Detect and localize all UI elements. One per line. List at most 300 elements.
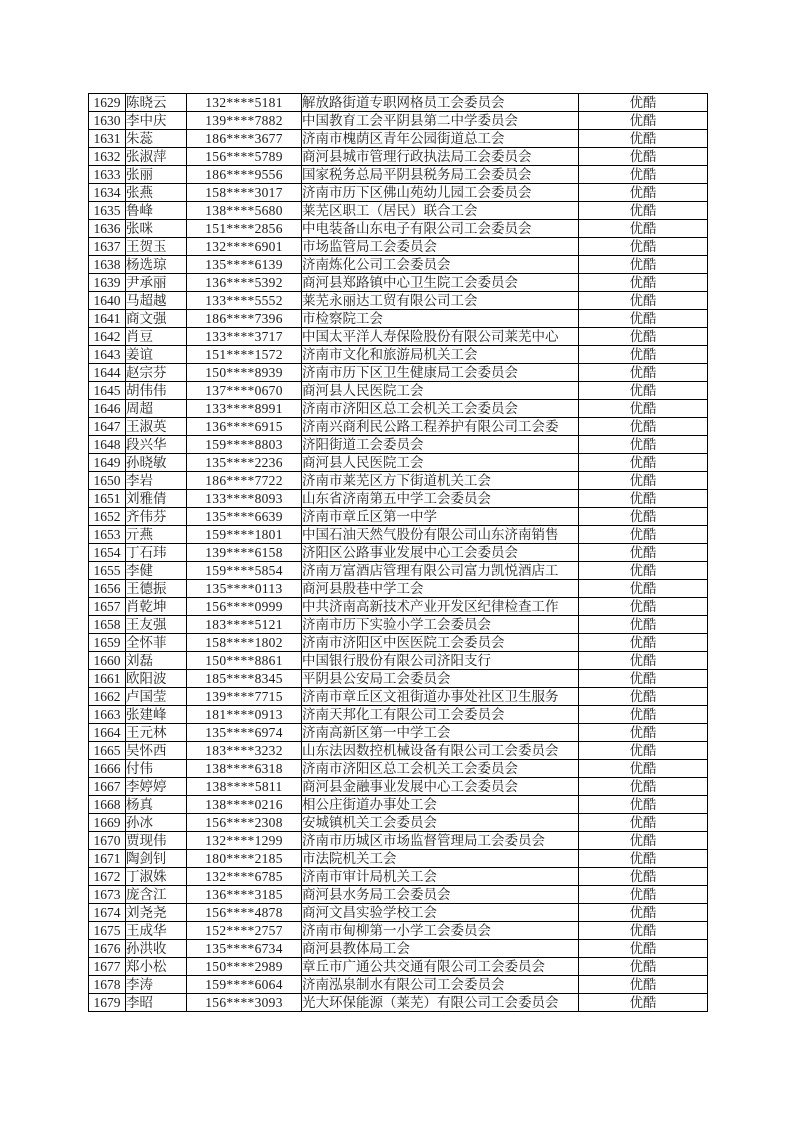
phone-cell: 152****2757	[187, 922, 302, 940]
table-row	[89, 202, 708, 220]
name-cell: 尹承丽	[126, 274, 187, 292]
phone-cell: 180****2185	[187, 850, 302, 868]
row-number-cell: 1677	[89, 958, 126, 976]
row-number-cell: 1645	[89, 382, 126, 400]
organization-cell: 商河县人民医院工会	[302, 382, 579, 400]
organization-cell: 济南市济阳区总工会机关工会委员会	[302, 760, 579, 778]
name-cell: 贾现伟	[126, 832, 187, 850]
row-number-cell: 1653	[89, 526, 126, 544]
phone-cell: 159****5854	[187, 562, 302, 580]
prize-cell: 优酷	[579, 490, 708, 508]
prize-cell: 优酷	[579, 634, 708, 652]
row-number-cell: 1663	[89, 706, 126, 724]
phone-cell: 185****8345	[187, 670, 302, 688]
row-number-cell: 1629	[89, 94, 126, 112]
table-row	[89, 382, 708, 400]
name-cell: 马超越	[126, 292, 187, 310]
name-cell: 吴怀西	[126, 742, 187, 760]
organization-cell: 山东省济南第五中学工会委员会	[302, 490, 579, 508]
organization-cell: 济南市章丘区文祖街道办事处社区卫生服务	[302, 688, 579, 706]
row-number-cell: 1630	[89, 112, 126, 130]
table-row	[89, 940, 708, 958]
phone-cell: 135****6139	[187, 256, 302, 274]
organization-cell: 商河县金融事业发展中心工会委员会	[302, 778, 579, 796]
organization-cell: 中电装备山东电子有限公司工会委员会	[302, 220, 579, 238]
table-row	[89, 400, 708, 418]
phone-cell: 135****6734	[187, 940, 302, 958]
organization-cell: 市检察院工会	[302, 310, 579, 328]
table-row	[89, 436, 708, 454]
row-number-cell: 1662	[89, 688, 126, 706]
prize-cell: 优酷	[579, 544, 708, 562]
table-row	[89, 508, 708, 526]
table-row	[89, 706, 708, 724]
name-cell: 卢国莹	[126, 688, 187, 706]
prize-cell: 优酷	[579, 688, 708, 706]
row-number-cell: 1656	[89, 580, 126, 598]
row-number-cell: 1637	[89, 238, 126, 256]
organization-cell: 济南市历下实验小学工会委员会	[302, 616, 579, 634]
organization-cell: 中国银行股份有限公司济阳支行	[302, 652, 579, 670]
row-number-cell: 1665	[89, 742, 126, 760]
prize-cell: 优酷	[579, 220, 708, 238]
prize-cell: 优酷	[579, 238, 708, 256]
name-cell: 庞含江	[126, 886, 187, 904]
phone-cell: 156****5789	[187, 148, 302, 166]
phone-cell: 156****2308	[187, 814, 302, 832]
table-row	[89, 850, 708, 868]
organization-cell: 莱芜区职工（居民）联合工会	[302, 202, 579, 220]
organization-cell: 济南市莱芜区方下街道机关工会	[302, 472, 579, 490]
phone-cell: 136****6915	[187, 418, 302, 436]
organization-cell: 中国太平洋人寿保险股份有限公司莱芜中心	[302, 328, 579, 346]
row-number-cell: 1647	[89, 418, 126, 436]
organization-cell: 济南高新区第一中学工会	[302, 724, 579, 742]
organization-cell: 市场监管局工会委员会	[302, 238, 579, 256]
prize-cell: 优酷	[579, 958, 708, 976]
table-row	[89, 904, 708, 922]
phone-cell: 138****5811	[187, 778, 302, 796]
table-row	[89, 832, 708, 850]
organization-cell: 平阴县公安局工会委员会	[302, 670, 579, 688]
organization-cell: 济南市甸柳第一小学工会委员会	[302, 922, 579, 940]
prize-cell: 优酷	[579, 922, 708, 940]
row-number-cell: 1632	[89, 148, 126, 166]
row-number-cell: 1670	[89, 832, 126, 850]
name-cell: 孙晓敏	[126, 454, 187, 472]
prize-cell: 优酷	[579, 832, 708, 850]
prize-cell: 优酷	[579, 472, 708, 490]
phone-cell: 183****3232	[187, 742, 302, 760]
phone-cell: 151****2856	[187, 220, 302, 238]
row-number-cell: 1672	[89, 868, 126, 886]
name-cell: 亓燕	[126, 526, 187, 544]
name-cell: 朱蕊	[126, 130, 187, 148]
organization-cell: 商河县殷巷中学工会	[302, 580, 579, 598]
phone-cell: 186****7722	[187, 472, 302, 490]
table-row	[89, 760, 708, 778]
prize-cell: 优酷	[579, 994, 708, 1012]
phone-cell: 150****8939	[187, 364, 302, 382]
table-row	[89, 688, 708, 706]
prize-cell: 优酷	[579, 364, 708, 382]
phone-cell: 159****1801	[187, 526, 302, 544]
name-cell: 姜谊	[126, 346, 187, 364]
row-number-cell: 1660	[89, 652, 126, 670]
phone-cell: 156****4878	[187, 904, 302, 922]
table-row	[89, 292, 708, 310]
phone-cell: 151****1572	[187, 346, 302, 364]
row-number-cell: 1676	[89, 940, 126, 958]
row-number-cell: 1634	[89, 184, 126, 202]
name-cell: 周超	[126, 400, 187, 418]
row-number-cell: 1654	[89, 544, 126, 562]
organization-cell: 济南市历下区佛山苑幼儿园工会委员会	[302, 184, 579, 202]
name-cell: 王淑英	[126, 418, 187, 436]
row-number-cell: 1659	[89, 634, 126, 652]
name-cell: 李中庆	[126, 112, 187, 130]
row-number-cell: 1642	[89, 328, 126, 346]
prize-cell: 优酷	[579, 382, 708, 400]
name-cell: 李昭	[126, 994, 187, 1012]
organization-cell: 济南市审计局机关工会	[302, 868, 579, 886]
phone-cell: 139****6158	[187, 544, 302, 562]
phone-cell: 137****0670	[187, 382, 302, 400]
organization-cell: 商河县郑路镇中心卫生院工会委员会	[302, 274, 579, 292]
phone-cell: 156****3093	[187, 994, 302, 1012]
name-cell: 王德振	[126, 580, 187, 598]
row-number-cell: 1643	[89, 346, 126, 364]
row-number-cell: 1664	[89, 724, 126, 742]
table-row	[89, 274, 708, 292]
union-table-body	[89, 94, 708, 1012]
table-row	[89, 130, 708, 148]
phone-cell: 138****6318	[187, 760, 302, 778]
prize-cell: 优酷	[579, 886, 708, 904]
organization-cell: 光大环保能源（莱芜）有限公司工会委员会	[302, 994, 579, 1012]
organization-cell: 商河县城市管理行政执法局工会委员会	[302, 148, 579, 166]
prize-cell: 优酷	[579, 796, 708, 814]
table-row	[89, 922, 708, 940]
row-number-cell: 1650	[89, 472, 126, 490]
row-number-cell: 1668	[89, 796, 126, 814]
row-number-cell: 1675	[89, 922, 126, 940]
name-cell: 丁淑姝	[126, 868, 187, 886]
phone-cell: 132****6785	[187, 868, 302, 886]
name-cell: 张丽	[126, 166, 187, 184]
table-row	[89, 814, 708, 832]
organization-cell: 商河县教体局工会	[302, 940, 579, 958]
name-cell: 李涛	[126, 976, 187, 994]
prize-cell: 优酷	[579, 850, 708, 868]
prize-cell: 优酷	[579, 616, 708, 634]
table-row	[89, 112, 708, 130]
name-cell: 胡伟伟	[126, 382, 187, 400]
row-number-cell: 1658	[89, 616, 126, 634]
row-number-cell: 1641	[89, 310, 126, 328]
row-number-cell: 1678	[89, 976, 126, 994]
organization-cell: 济南市历城区市场监督管理局工会委员会	[302, 832, 579, 850]
row-number-cell: 1638	[89, 256, 126, 274]
organization-cell: 济阳区公路事业发展中心工会委员会	[302, 544, 579, 562]
phone-cell: 133****8991	[187, 400, 302, 418]
phone-cell: 133****5552	[187, 292, 302, 310]
name-cell: 肖乾坤	[126, 598, 187, 616]
name-cell: 张咪	[126, 220, 187, 238]
phone-cell: 159****8803	[187, 436, 302, 454]
prize-cell: 优酷	[579, 580, 708, 598]
row-number-cell: 1671	[89, 850, 126, 868]
prize-cell: 优酷	[579, 346, 708, 364]
name-cell: 张淑萍	[126, 148, 187, 166]
row-number-cell: 1679	[89, 994, 126, 1012]
prize-cell: 优酷	[579, 184, 708, 202]
table-row	[89, 796, 708, 814]
table-row	[89, 778, 708, 796]
name-cell: 齐伟芬	[126, 508, 187, 526]
name-cell: 商文强	[126, 310, 187, 328]
organization-cell: 解放路街道专职网格员工会委员会	[302, 94, 579, 112]
prize-cell: 优酷	[579, 868, 708, 886]
phone-cell: 159****6064	[187, 976, 302, 994]
table-row	[89, 148, 708, 166]
table-row	[89, 346, 708, 364]
phone-cell: 138****5680	[187, 202, 302, 220]
phone-cell: 136****5392	[187, 274, 302, 292]
phone-cell: 158****1802	[187, 634, 302, 652]
prize-cell: 优酷	[579, 706, 708, 724]
name-cell: 李婷婷	[126, 778, 187, 796]
organization-cell: 济南市章丘区第一中学	[302, 508, 579, 526]
table-row	[89, 184, 708, 202]
organization-cell: 章丘市广通公共交通有限公司工会委员会	[302, 958, 579, 976]
organization-cell: 济南炼化公司工会委员会	[302, 256, 579, 274]
prize-cell: 优酷	[579, 454, 708, 472]
phone-cell: 183****5121	[187, 616, 302, 634]
phone-cell: 132****5181	[187, 94, 302, 112]
phone-cell: 186****7396	[187, 310, 302, 328]
row-number-cell: 1644	[89, 364, 126, 382]
union-prize-table	[88, 93, 708, 1012]
prize-cell: 优酷	[579, 418, 708, 436]
prize-cell: 优酷	[579, 760, 708, 778]
row-number-cell: 1639	[89, 274, 126, 292]
row-number-cell: 1633	[89, 166, 126, 184]
prize-cell: 优酷	[579, 976, 708, 994]
table-row	[89, 598, 708, 616]
organization-cell: 山东法因数控机械设备有限公司工会委员会	[302, 742, 579, 760]
prize-cell: 优酷	[579, 814, 708, 832]
table-row	[89, 742, 708, 760]
prize-cell: 优酷	[579, 94, 708, 112]
table-row	[89, 562, 708, 580]
prize-cell: 优酷	[579, 112, 708, 130]
prize-cell: 优酷	[579, 940, 708, 958]
phone-cell: 132****1299	[187, 832, 302, 850]
prize-cell: 优酷	[579, 598, 708, 616]
name-cell: 张燕	[126, 184, 187, 202]
prize-cell: 优酷	[579, 508, 708, 526]
name-cell: 段兴华	[126, 436, 187, 454]
row-number-cell: 1649	[89, 454, 126, 472]
organization-cell: 中国石油天然气股份有限公司山东济南销售	[302, 526, 579, 544]
organization-cell: 济南天邦化工有限公司工会委员会	[302, 706, 579, 724]
name-cell: 杨选琼	[126, 256, 187, 274]
table-row	[89, 634, 708, 652]
table-row	[89, 310, 708, 328]
name-cell: 付伟	[126, 760, 187, 778]
table-row	[89, 886, 708, 904]
row-number-cell: 1667	[89, 778, 126, 796]
row-number-cell: 1648	[89, 436, 126, 454]
name-cell: 陶剑钊	[126, 850, 187, 868]
name-cell: 郑小松	[126, 958, 187, 976]
table-row	[89, 166, 708, 184]
row-number-cell: 1661	[89, 670, 126, 688]
organization-cell: 济阳街道工会委员会	[302, 436, 579, 454]
name-cell: 肖豆	[126, 328, 187, 346]
table-row	[89, 472, 708, 490]
phone-cell: 150****2989	[187, 958, 302, 976]
row-number-cell: 1651	[89, 490, 126, 508]
row-number-cell: 1673	[89, 886, 126, 904]
row-number-cell: 1652	[89, 508, 126, 526]
prize-cell: 优酷	[579, 904, 708, 922]
prize-cell: 优酷	[579, 202, 708, 220]
table-row	[89, 976, 708, 994]
table-row	[89, 94, 708, 112]
phone-cell: 181****0913	[187, 706, 302, 724]
name-cell: 全怀菲	[126, 634, 187, 652]
table-row	[89, 238, 708, 256]
table-row	[89, 364, 708, 382]
prize-cell: 优酷	[579, 130, 708, 148]
table-row	[89, 616, 708, 634]
prize-cell: 优酷	[579, 778, 708, 796]
prize-cell: 优酷	[579, 562, 708, 580]
prize-cell: 优酷	[579, 166, 708, 184]
organization-cell: 济南万富酒店管理有限公司富力凯悦酒店工	[302, 562, 579, 580]
prize-cell: 优酷	[579, 742, 708, 760]
phone-cell: 135****6639	[187, 508, 302, 526]
prize-cell: 优酷	[579, 436, 708, 454]
name-cell: 张建峰	[126, 706, 187, 724]
row-number-cell: 1636	[89, 220, 126, 238]
phone-cell: 186****9556	[187, 166, 302, 184]
phone-cell: 136****3185	[187, 886, 302, 904]
organization-cell: 济南市济阳区总工会机关工会委员会	[302, 400, 579, 418]
prize-cell: 优酷	[579, 670, 708, 688]
name-cell: 王元林	[126, 724, 187, 742]
organization-cell: 济南市文化和旅游局机关工会	[302, 346, 579, 364]
row-number-cell: 1631	[89, 130, 126, 148]
prize-cell: 优酷	[579, 724, 708, 742]
organization-cell: 中共济南高新技术产业开发区纪律检查工作	[302, 598, 579, 616]
name-cell: 李健	[126, 562, 187, 580]
organization-cell: 济南市历下区卫生健康局工会委员会	[302, 364, 579, 382]
organization-cell: 商河县水务局工会委员会	[302, 886, 579, 904]
table-row	[89, 544, 708, 562]
organization-cell: 济南市济阳区中医医院工会委员会	[302, 634, 579, 652]
roster-sheet	[88, 93, 707, 1012]
phone-cell: 135****0113	[187, 580, 302, 598]
table-row	[89, 580, 708, 598]
name-cell: 丁石玮	[126, 544, 187, 562]
name-cell: 杨真	[126, 796, 187, 814]
organization-cell: 国家税务总局平阴县税务局工会委员会	[302, 166, 579, 184]
name-cell: 王成华	[126, 922, 187, 940]
prize-cell: 优酷	[579, 652, 708, 670]
phone-cell: 138****0216	[187, 796, 302, 814]
phone-cell: 133****8093	[187, 490, 302, 508]
organization-cell: 市法院机关工会	[302, 850, 579, 868]
row-number-cell: 1666	[89, 760, 126, 778]
row-number-cell: 1646	[89, 400, 126, 418]
organization-cell: 济南泓泉制水有限公司工会委员会	[302, 976, 579, 994]
table-row	[89, 256, 708, 274]
phone-cell: 135****6974	[187, 724, 302, 742]
table-row	[89, 490, 708, 508]
name-cell: 李岩	[126, 472, 187, 490]
table-row	[89, 328, 708, 346]
phone-cell: 139****7882	[187, 112, 302, 130]
name-cell: 孙洪收	[126, 940, 187, 958]
name-cell: 王友强	[126, 616, 187, 634]
prize-cell: 优酷	[579, 274, 708, 292]
organization-cell: 中国教育工会平阴县第二中学委员会	[302, 112, 579, 130]
organization-cell: 安城镇机关工会委员会	[302, 814, 579, 832]
table-row	[89, 526, 708, 544]
row-number-cell: 1640	[89, 292, 126, 310]
phone-cell: 139****7715	[187, 688, 302, 706]
prize-cell: 优酷	[579, 292, 708, 310]
table-row	[89, 418, 708, 436]
phone-cell: 133****3717	[187, 328, 302, 346]
name-cell: 孙冰	[126, 814, 187, 832]
name-cell: 刘雅倩	[126, 490, 187, 508]
phone-cell: 150****8861	[187, 652, 302, 670]
row-number-cell: 1635	[89, 202, 126, 220]
phone-cell: 158****3017	[187, 184, 302, 202]
phone-cell: 135****2236	[187, 454, 302, 472]
table-row	[89, 958, 708, 976]
phone-cell: 186****3677	[187, 130, 302, 148]
table-row	[89, 670, 708, 688]
prize-cell: 优酷	[579, 328, 708, 346]
table-row	[89, 724, 708, 742]
table-row	[89, 220, 708, 238]
name-cell: 欧阳波	[126, 670, 187, 688]
name-cell: 刘尧尧	[126, 904, 187, 922]
phone-cell: 132****6901	[187, 238, 302, 256]
prize-cell: 优酷	[579, 400, 708, 418]
row-number-cell: 1655	[89, 562, 126, 580]
name-cell: 陈晓云	[126, 94, 187, 112]
table-row	[89, 454, 708, 472]
table-row	[89, 868, 708, 886]
prize-cell: 优酷	[579, 526, 708, 544]
organization-cell: 济南兴商利民公路工程养护有限公司工会委	[302, 418, 579, 436]
prize-cell: 优酷	[579, 310, 708, 328]
row-number-cell: 1674	[89, 904, 126, 922]
row-number-cell: 1669	[89, 814, 126, 832]
name-cell: 王贺玉	[126, 238, 187, 256]
organization-cell: 相公庄街道办事处工会	[302, 796, 579, 814]
row-number-cell: 1657	[89, 598, 126, 616]
organization-cell: 济南市槐荫区青年公园街道总工会	[302, 130, 579, 148]
table-row	[89, 994, 708, 1012]
phone-cell: 156****0999	[187, 598, 302, 616]
